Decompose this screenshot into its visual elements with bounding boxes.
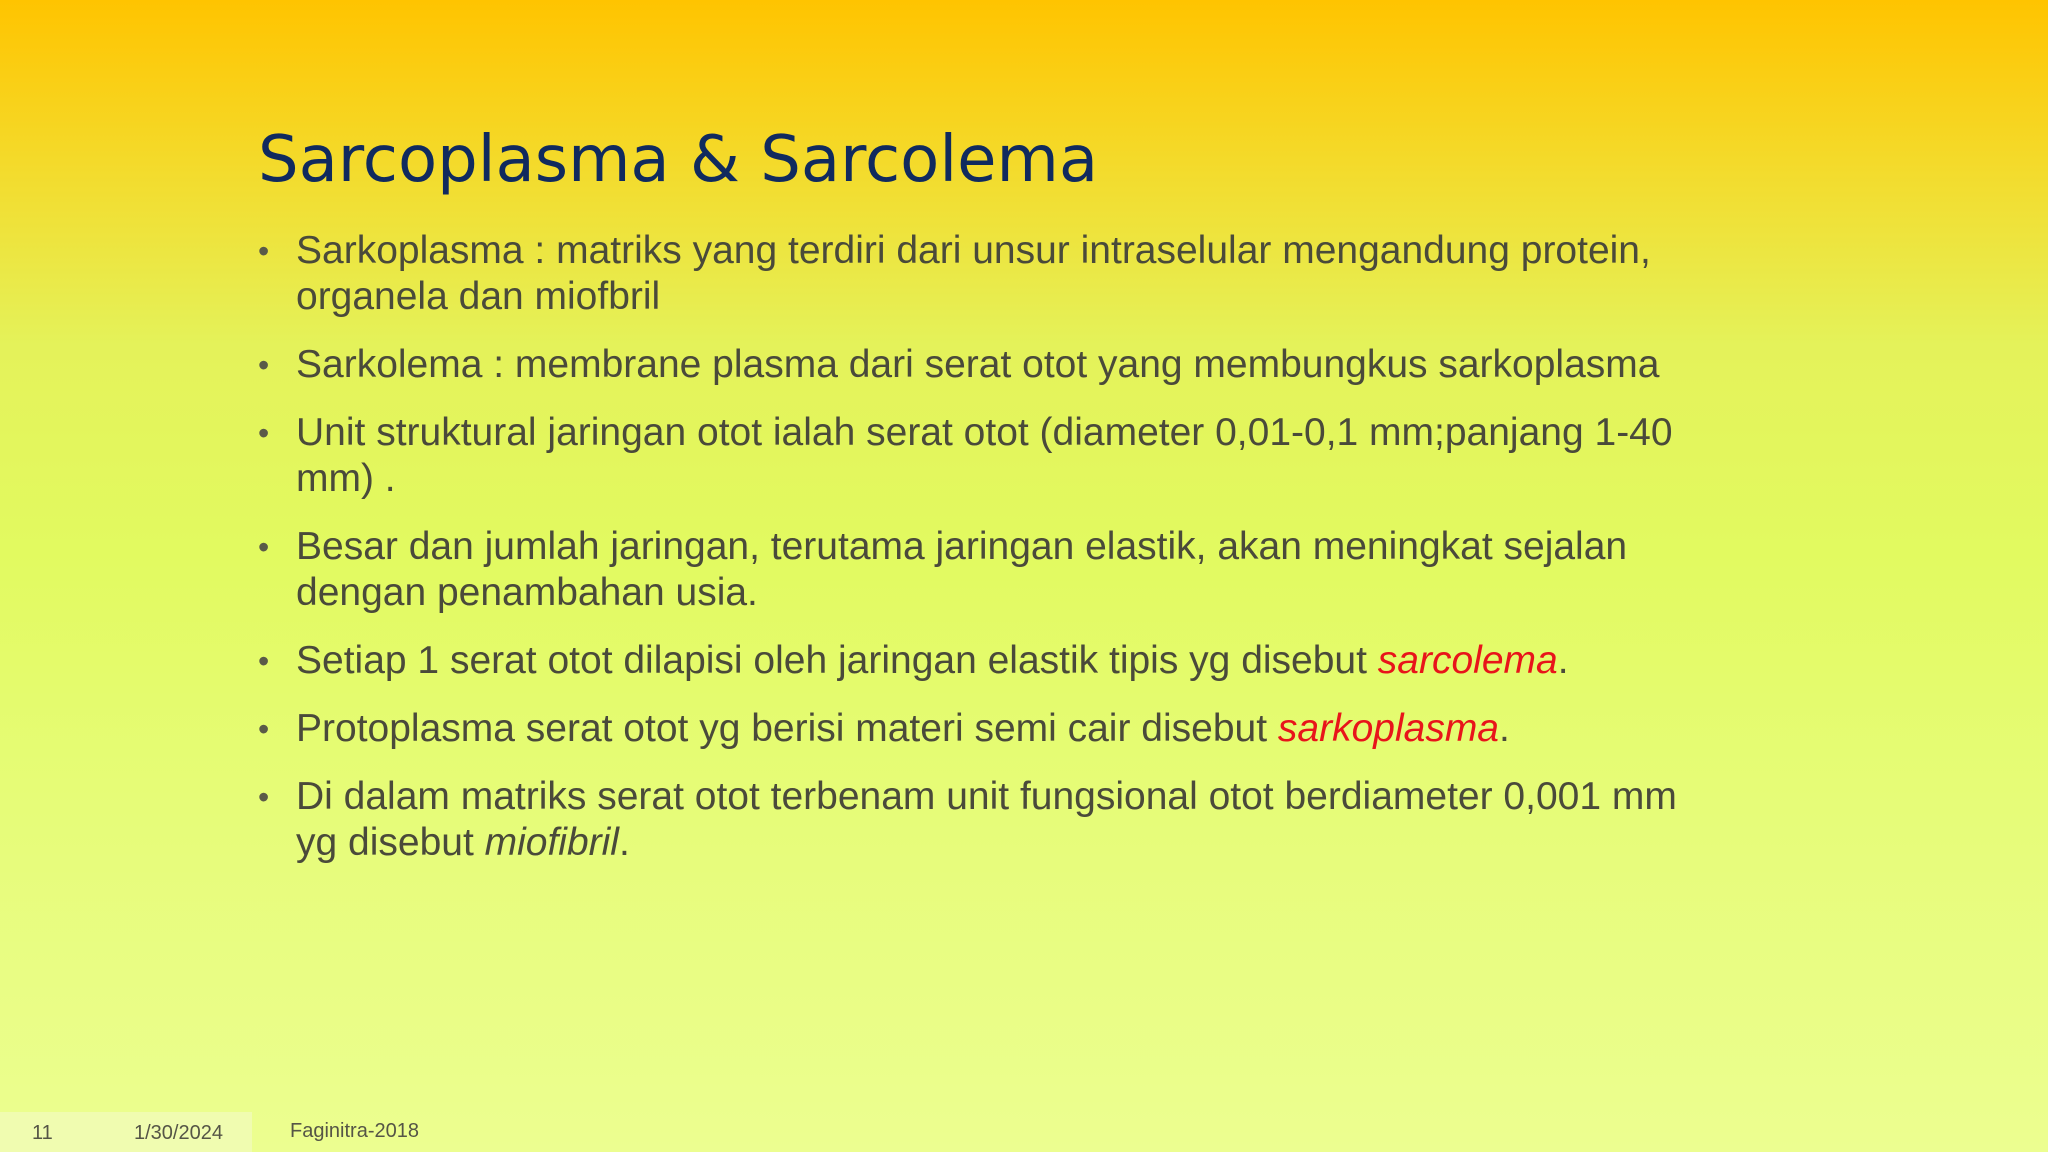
- bullet-text: Besar dan jumlah jaringan, terutama jaringan elastik, akan meningkat sejalan dengan penambahan usia.: [296, 525, 1628, 614]
- bullet-text: Setiap 1 serat otot dilapisi oleh jaringan elastik tipis yg disebut: [296, 639, 1378, 682]
- bullet-item: [258, 774, 1678, 866]
- bullet-end: .: [618, 821, 630, 864]
- bullet-dot-icon: •: [258, 711, 270, 747]
- highlighted-term: sarkoplasma: [1277, 707, 1499, 750]
- bullet-item: [258, 410, 1678, 502]
- bullet-item: [258, 638, 1678, 684]
- slide-footer: [0, 1112, 2048, 1152]
- slide-date: 1/30/2024: [134, 1122, 223, 1144]
- bullet-text: Di dalam matriks serat otot terbenam unit fungsional otot berdiameter 0,001 mm yg disebut: [296, 775, 1677, 864]
- bullet-dot-icon: •: [258, 643, 270, 679]
- footer-text: Faginitra-2018: [290, 1120, 419, 1142]
- bullet-dot-icon: •: [258, 529, 270, 565]
- bullet-list: [258, 228, 1678, 888]
- bullet-end: .: [1557, 639, 1569, 682]
- bullet-item: [258, 524, 1678, 616]
- bullet-end: .: [1499, 707, 1510, 750]
- bullet-text: Sarkolema : membrane plasma dari serat otot yang membungkus sarkoplasma: [296, 343, 1660, 386]
- bullet-text: Sarkoplasma : matriks yang terdiri dari unsur intraselular mengandung protein, organela dan miofbril: [296, 229, 1651, 318]
- slide-number: 11: [32, 1122, 53, 1144]
- footer-box: [0, 1112, 252, 1152]
- slide-title: Sarcoplasma & Sarcolema: [258, 123, 1099, 197]
- bullet-dot-icon: •: [258, 779, 270, 815]
- italic-term: miofibril: [484, 821, 619, 864]
- bullet-item: [258, 228, 1678, 320]
- bullet-dot-icon: •: [258, 347, 270, 383]
- bullet-item: [258, 706, 1678, 752]
- highlighted-term: sarcolema: [1377, 639, 1558, 682]
- bullet-item: [258, 342, 1678, 388]
- bullet-dot-icon: •: [258, 415, 270, 451]
- bullet-text: Protoplasma serat otot yg berisi materi semi cair disebut: [296, 707, 1278, 750]
- bullet-dot-icon: •: [258, 233, 270, 269]
- bullet-text: Unit struktural jaringan otot ialah serat otot (diameter 0,01-0,1 mm;panjang 1-40 mm) .: [296, 411, 1673, 500]
